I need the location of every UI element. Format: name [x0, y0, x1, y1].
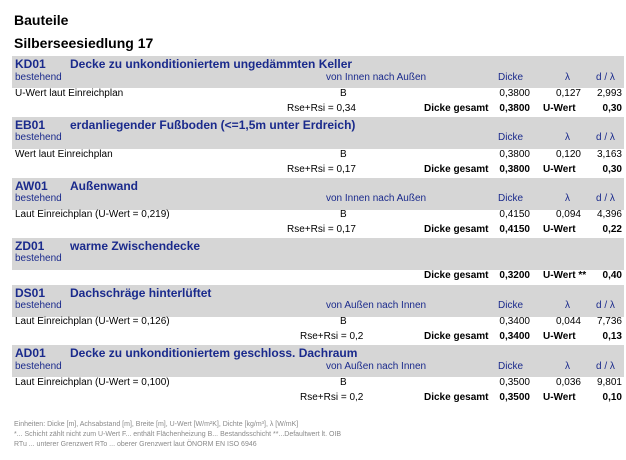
- layer-name: Laut Einreichplan (U-Wert = 0,219): [15, 209, 170, 220]
- rse-rsi: Rse+Rsi = 0,17: [287, 224, 356, 235]
- dicke-gesamt-value: 0,4150: [499, 224, 530, 235]
- u-wert-value: 0,30: [602, 164, 622, 175]
- component-title: Decke zu unkonditioniertem geschloss. Dachraum: [70, 346, 358, 360]
- u-wert-label: U-Wert: [543, 103, 576, 114]
- component-status: bestehend: [15, 300, 62, 311]
- u-wert-label: U-Wert: [543, 164, 576, 175]
- layer-name: Laut Einreichplan (U-Wert = 0,100): [15, 377, 170, 388]
- col-d-lambda-header: d / λ: [596, 193, 615, 204]
- col-dicke-header: Dicke: [498, 300, 524, 311]
- col-lambda-header: λ: [565, 361, 570, 372]
- component-title: Dachschräge hinterlüftet: [70, 286, 212, 300]
- component-status: bestehend: [15, 253, 62, 264]
- u-wert-value: 0,22: [602, 224, 622, 235]
- dicke-gesamt-label: Dicke gesamt: [424, 103, 489, 114]
- col-lambda-header: λ: [565, 300, 570, 311]
- component-code: ZD01: [15, 239, 45, 253]
- dicke-gesamt-label: Dicke gesamt: [424, 270, 489, 281]
- layer-direction: von Innen nach Außen: [326, 193, 427, 204]
- footer-legend: *... Schicht zählt nicht zum U-Wert F... enthält Flächenheizung B... Bestandsschicht **...Defaultwert lt. OIB: [14, 431, 342, 438]
- col-lambda-header: λ: [565, 72, 570, 83]
- component-status: bestehend: [15, 132, 62, 143]
- component-status: bestehend: [15, 361, 62, 372]
- layer-material-flag: B: [340, 316, 347, 327]
- layer-lambda: 0,094: [555, 209, 581, 220]
- dicke-gesamt-value: 0,3500: [499, 392, 530, 403]
- component-code: KD01: [15, 57, 46, 71]
- layer-material-flag: B: [340, 149, 347, 160]
- footer-norm: RTu ... unterer Grenzwert RTo ... oberer Grenzwert laut ÖNORM EN ISO 6946: [14, 441, 257, 448]
- component-title: erdanliegender Fußboden (<=1,5m unter Erdreich): [70, 118, 356, 132]
- layer-direction: von Innen nach Außen: [326, 72, 427, 83]
- component-code: DS01: [15, 286, 46, 300]
- dicke-gesamt-label: Dicke gesamt: [424, 164, 489, 175]
- component-code: EB01: [15, 118, 46, 132]
- layer-lambda: 0,120: [555, 149, 581, 160]
- page-title: Bauteile: [14, 12, 69, 28]
- col-dicke-header: Dicke: [498, 193, 524, 204]
- col-dicke-header: Dicke: [498, 72, 524, 83]
- layer-thickness: 0,3800: [499, 149, 530, 160]
- u-wert-value: 0,30: [602, 103, 622, 114]
- layer-lambda: 0,036: [555, 377, 581, 388]
- col-d-lambda-header: d / λ: [596, 361, 615, 372]
- layer-d-lambda: 3,163: [596, 149, 622, 160]
- u-wert-value: 0,13: [602, 331, 622, 342]
- u-wert-label: U-Wert **: [543, 270, 587, 281]
- dicke-gesamt-label: Dicke gesamt: [424, 224, 489, 235]
- project-name: Silberseesiedlung 17: [14, 35, 154, 51]
- rse-rsi: Rse+Rsi = 0,2: [300, 331, 364, 342]
- col-lambda-header: λ: [565, 193, 570, 204]
- component-code: AW01: [15, 179, 48, 193]
- layer-direction: von Außen nach Innen: [326, 300, 427, 311]
- dicke-gesamt-value: 0,3800: [499, 164, 530, 175]
- layer-thickness: 0,3400: [499, 316, 530, 327]
- layer-material-flag: B: [340, 88, 347, 99]
- layer-d-lambda: 7,736: [596, 316, 622, 327]
- layer-thickness: 0,4150: [499, 209, 530, 220]
- footer-units: Einheiten: Dicke [m], Achsabstand [m], Breite [m], U-Wert [W/m²K], Dichte [kg/m³], λ [W/mK]: [14, 421, 299, 428]
- layer-lambda: 0,127: [555, 88, 581, 99]
- dicke-gesamt-value: 0,3200: [499, 270, 530, 281]
- col-d-lambda-header: d / λ: [596, 72, 615, 83]
- layer-thickness: 0,3500: [499, 377, 530, 388]
- layer-name: Wert laut Einreichplan: [15, 149, 113, 160]
- col-dicke-header: Dicke: [498, 132, 524, 143]
- u-wert-label: U-Wert: [543, 392, 576, 403]
- layer-material-flag: B: [340, 377, 347, 388]
- col-d-lambda-header: d / λ: [596, 300, 615, 311]
- layer-name: U-Wert laut Einreichplan: [15, 88, 124, 99]
- col-lambda-header: λ: [565, 132, 570, 143]
- component-status: bestehend: [15, 193, 62, 204]
- dicke-gesamt-value: 0,3800: [499, 103, 530, 114]
- layer-thickness: 0,3800: [499, 88, 530, 99]
- component-title: Decke zu unkonditioniertem ungedämmten Keller: [70, 57, 353, 71]
- u-wert-label: U-Wert: [543, 331, 576, 342]
- dicke-gesamt-value: 0,3400: [499, 331, 530, 342]
- layer-name: Laut Einreichplan (U-Wert = 0,126): [15, 316, 170, 327]
- layer-lambda: 0,044: [555, 316, 581, 327]
- layer-direction: von Außen nach Innen: [326, 361, 427, 372]
- layer-d-lambda: 4,396: [596, 209, 622, 220]
- rse-rsi: Rse+Rsi = 0,17: [287, 164, 356, 175]
- layer-material-flag: B: [340, 209, 347, 220]
- col-d-lambda-header: d / λ: [596, 132, 615, 143]
- component-status: bestehend: [15, 72, 62, 83]
- dicke-gesamt-label: Dicke gesamt: [424, 331, 489, 342]
- u-wert-label: U-Wert: [543, 224, 576, 235]
- layer-d-lambda: 2,993: [596, 88, 622, 99]
- u-wert-value: 0,40: [602, 270, 622, 281]
- rse-rsi: Rse+Rsi = 0,34: [287, 103, 356, 114]
- component-title: warme Zwischendecke: [70, 239, 201, 253]
- dicke-gesamt-label: Dicke gesamt: [424, 392, 489, 403]
- component-title: Außenwand: [70, 179, 138, 193]
- u-wert-value: 0,10: [602, 392, 622, 403]
- component-code: AD01: [15, 346, 46, 360]
- layer-d-lambda: 9,801: [596, 377, 622, 388]
- rse-rsi: Rse+Rsi = 0,2: [300, 392, 364, 403]
- col-dicke-header: Dicke: [498, 361, 524, 372]
